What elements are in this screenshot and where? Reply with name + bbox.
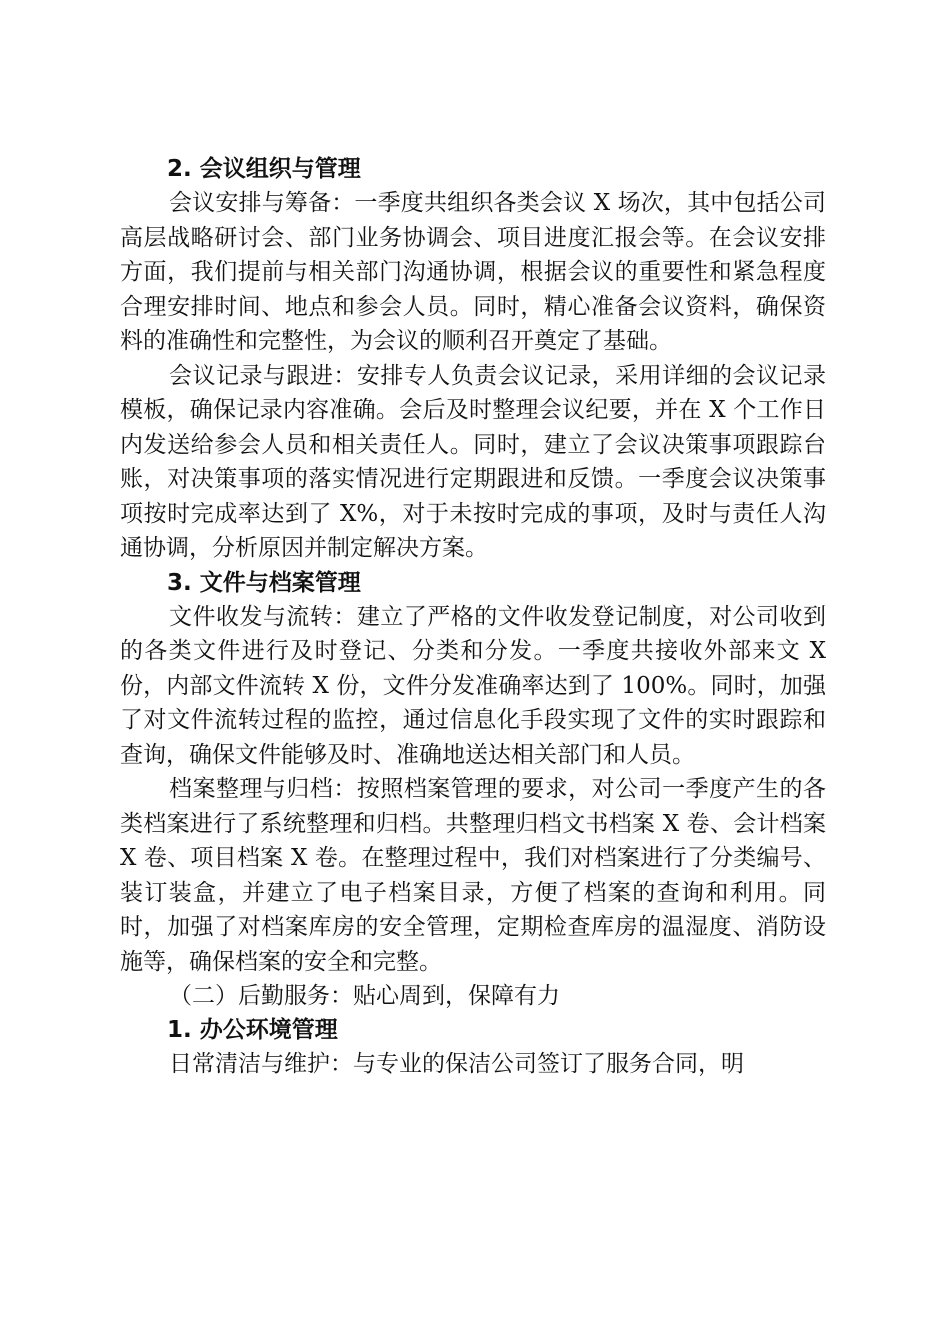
paragraph-meeting-arrangement: 会议安排与筹备：一季度共组织各类会议 X 场次，其中包括公司高层战略研讨会、部门业务协调会、项目进度汇报会等。在会议安排方面，我们提前与相关部门沟通协调，根据会议的重要性和紧急程度合理安排时间、地点和参会人员。同时，精心准备会议资料，确保资料的准确性和完整性，为会议的顺利召开奠定了基础。 — [120, 190, 826, 354]
paragraph-meeting-record: 会议记录与跟进：安排专人负责会议记录，采用详细的会议记录模板，确保记录内容准确。会后及时整理会议纪要，并在 X 个工作日内发送给参会人员和相关责任人。同时，建立了会议决策事项跟踪台账，对决策事项的落实情况进行定期跟进和反馈。一季度会议决策事项按时完成率达到了 X%，对于未按时完成的事项，及时与责任人沟通协调，分析原因并制定解决方案。 — [120, 362, 826, 561]
section-title-logistics: （二）后勤服务：贴心周到，保障有力 — [169, 983, 560, 1009]
document-page — [120, 152, 826, 1082]
paragraph-file-flow: 文件收发与流转：建立了严格的文件收发登记制度，对公司收到的各类文件进行及时登记、分类和分发。一季度共接收外部来文 X 份，内部文件流转 X 份，文件分发准确率达到了 100%。同时，加强了对文件流转过程的监控，通过信息化手段实现了文件的实时跟踪和查询，确保文件能够及时、准确地送达相关部门和人员。 — [120, 603, 826, 768]
heading-office-environment: 1. 办公环境管理 — [167, 1017, 338, 1043]
paragraph-cleaning: 日常清洁与维护：与专业的保洁公司签订了服务合同，明 — [169, 1051, 744, 1077]
heading-meeting-management: 2. 会议组织与管理 — [167, 156, 361, 182]
paragraph-archive: 档案整理与归档：按照档案管理的要求，对公司一季度产生的各类档案进行了系统整理和归档。共整理归档文书档案 X 卷、会计档案 X 卷、项目档案 X 卷。在整理过程中，我们对档案进行了分类编号、装订装盒，并建立了电子档案目录，方便了档案的查询和利用。同时，加强了对档案库房的安全管理，定期检查库房的温湿度、消防设施等，确保档案的安全和完整。 — [120, 776, 826, 975]
heading-file-archive-management: 3. 文件与档案管理 — [167, 569, 361, 596]
